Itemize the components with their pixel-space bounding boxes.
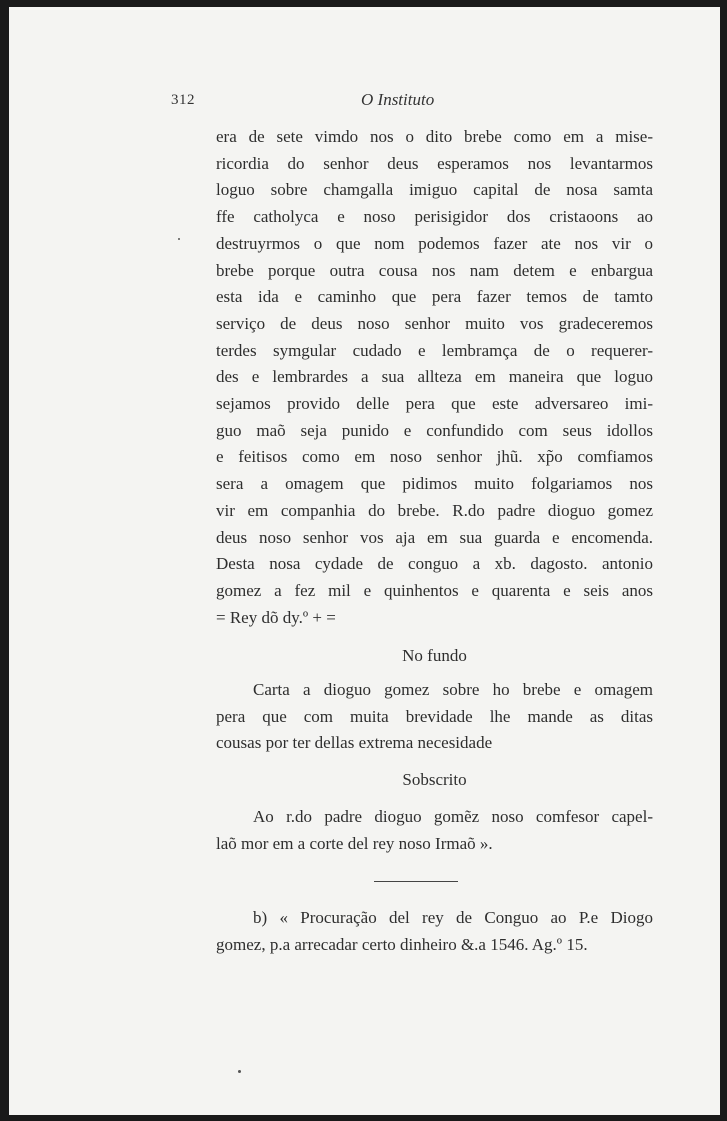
text-line: loguo sobre chamgalla imiguo capital de nosa samta (216, 180, 653, 200)
document-b-text (216, 904, 653, 958)
text-line: e feitisos como em noso senhor jhũ. xp̃o comfiamos (216, 447, 653, 467)
text-line: destruyrmos o que nom podemos fazer ate nos vir o (216, 233, 653, 253)
text-line: des e lembrardes a sua allteza em maneira que loguo (216, 367, 653, 387)
paper-speck (178, 238, 180, 240)
subscrito-heading: Sobscrito (402, 770, 467, 789)
journal-title: O Instituto (361, 90, 435, 109)
text-line: serviço de deus noso senhor muito vos gradeceremos (216, 313, 653, 333)
text-line: terdes symgular cudado e lembramça de o requerer- (216, 340, 653, 360)
text-line: sera a omagem que pidimos muito folgariamos nos (216, 474, 653, 494)
text-line: gomez, p.a arrecadar certo dinheiro &.a 1546. Ag.º 15. (216, 935, 588, 954)
no-fundo-text (216, 677, 653, 757)
text-line: b) « Procuração del rey de Conguo ao P.e Diogo (253, 908, 653, 927)
subscrito-text (216, 804, 653, 857)
main-letter-text (216, 124, 653, 631)
section-divider (374, 881, 458, 882)
text-line: ffe catholyca e noso perisigidor dos cristaoons ao (216, 207, 653, 227)
paper-speck (238, 1070, 241, 1073)
text-line: ricordia do senhor deus esperamos nos levantarmos (216, 153, 653, 173)
text-line: deus noso senhor vos aja em sua guarda e encomenda. (216, 527, 653, 547)
text-line: sejamos provido delle pera que este adversareo imi- (216, 394, 653, 414)
text-line: pera que com muita brevidade lhe mande as ditas (216, 706, 653, 726)
text-line: Ao r.do padre dioguo gomẽz noso comfesor capel- (253, 807, 653, 826)
text-line: laõ mor em a corte del rey noso Irmaõ ». (216, 833, 493, 853)
text-line: vir em companhia do brebe. R.do padre dioguo gomez (216, 500, 653, 520)
text-line: Desta nosa cydade de conguo a xb. dagosto. antonio (216, 554, 653, 574)
signature-line: = Rey dõ dy.º + = (216, 607, 336, 627)
text-line: cousas por ter dellas extrema necesidade (216, 733, 493, 753)
text-line: era de sete vimdo nos o dito brebe como em a mise- (216, 127, 653, 146)
text-line: guo maõ seja punido e confundido com seus idollos (216, 420, 653, 440)
text-line: brebe porque outra cousa nos nam detem e enbargua (216, 260, 653, 280)
no-fundo-heading: No fundo (402, 646, 467, 665)
page-number: 312 (171, 92, 195, 108)
text-line: Carta a dioguo gomez sobre ho brebe e omagem (253, 680, 653, 699)
text-line: gomez a fez mil e quinhentos e quarenta e seis anos (216, 580, 653, 600)
text-line: esta ida e caminho que pera fazer temos de tamto (216, 287, 653, 307)
